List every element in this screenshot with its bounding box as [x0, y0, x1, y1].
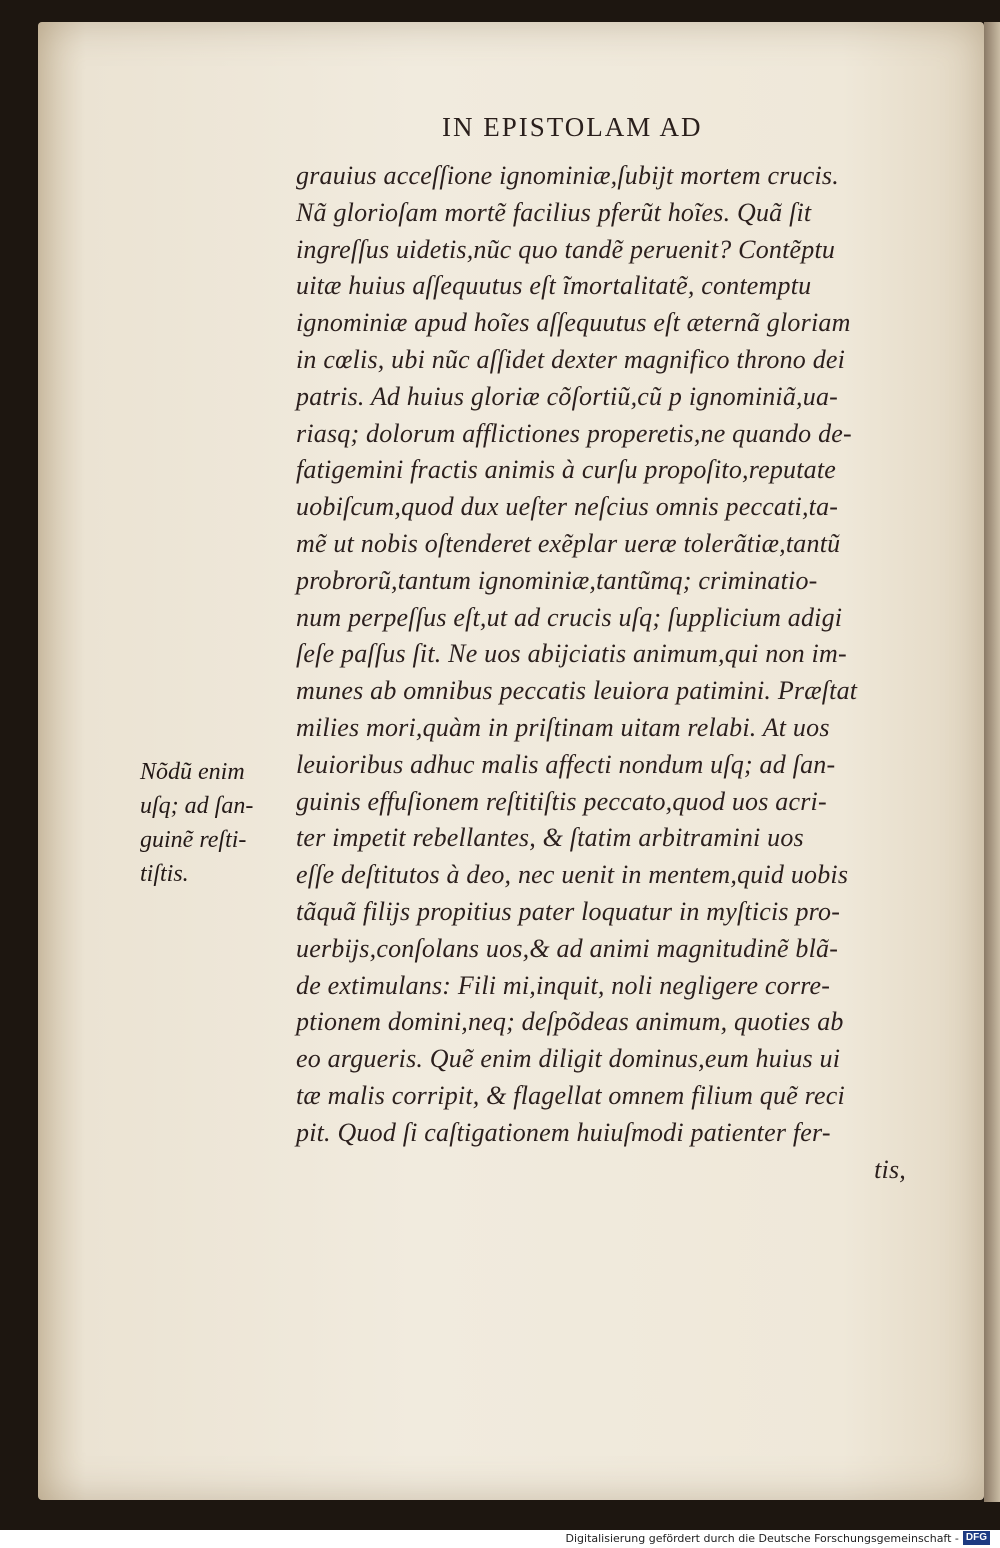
- text-line: uitæ huius aſſequutus eſt ĩmortalitatẽ, contemptu: [296, 271, 812, 301]
- page-edge: [984, 22, 1000, 1502]
- footer-credit: Digitalisierung gefördert durch die Deutsche Forschungsgemeinschaft -: [565, 1531, 959, 1545]
- text-line: fatigemini fractis animis à curſu propoſito,reputate: [296, 455, 837, 485]
- marginal-note-line: tiſtis.: [140, 861, 189, 887]
- text-line: patris. Ad huius gloriæ cõſortiũ,cũ p ignominiã,ua-: [296, 381, 839, 411]
- dfg-logo: DFG: [963, 1531, 990, 1545]
- text-line: eo argueris. Quẽ enim diligit dominus,eum huius ui: [296, 1044, 841, 1074]
- marginal-note-line: guinẽ reſti-: [140, 827, 247, 853]
- text-line: ignominiæ apud hoĩes aſſequutus eſt æternã gloriam: [296, 308, 851, 338]
- text-line: munes ab omnibus peccatis leuiora patimini. Præſtat: [296, 676, 858, 706]
- running-header: IN EPISTOLAM AD: [442, 112, 703, 142]
- text-line: de extimulans: Fili mi,inquit, noli negligere corre-: [296, 970, 831, 1000]
- text-line: grauius acceſſione ignominiæ,ſubijt mortem crucis.: [296, 161, 839, 190]
- text-line: tãquã filijs propitius pater loquatur in myſticis pro-: [296, 896, 841, 926]
- text-line: Nã glorioſam mortẽ facilius pferũt hoĩes. Quã ſit: [296, 197, 812, 227]
- text-line: in cœlis, ubi nũc aſſidet dexter magnifico throno dei: [296, 344, 846, 374]
- text-line: tis,: [874, 1154, 906, 1184]
- footer: [566, 1530, 991, 1546]
- marginal-note-line: Nõdũ enim: [140, 759, 245, 785]
- text-line: num perpeſſus eſt,ut ad crucis uſq; ſupplicium adigi: [296, 602, 843, 632]
- text-line: probrorũ,tantum ignominiæ,tantũmq; criminatio-: [296, 565, 818, 595]
- text-line: milies mori,quàm in priſtinam uitam relabi. At uos: [296, 712, 830, 742]
- marginal-note: [140, 755, 290, 891]
- text-line: ingreſſus uidetis,nũc quo tandẽ peruenit? Contẽptu: [296, 234, 836, 264]
- text-line: leuioribus adhuc malis affecti nondum uſq; ad ſan-: [296, 749, 836, 779]
- text-line: riasq; dolorum afflictiones properetis,ne quando de-: [296, 418, 852, 448]
- text-line: uerbijs,conſolans uos,& ad animi magnitudinẽ blã-: [296, 933, 839, 963]
- text-line: mẽ ut nobis oſtenderet exẽplar ueræ tolerãtiæ,tantũ: [296, 528, 841, 558]
- text-line: ſeſe paſſus ſit. Ne uos abijciatis animum,qui non im-: [296, 639, 847, 669]
- body-text: [296, 158, 936, 1188]
- text-line: ptionem domini,neq; deſpõdeas animum, quoties ab: [296, 1007, 844, 1037]
- text-line: pit. Quod ſi caſtigationem huiuſmodi patienter fer-: [296, 1117, 831, 1147]
- marginal-note-line: uſq; ad ſan-: [140, 793, 254, 819]
- text-line: ter impetit rebellantes, & ſtatim arbitramini uos: [296, 823, 804, 853]
- text-line: uobiſcum,quod dux ueſter neſcius omnis peccati,ta-: [296, 492, 839, 522]
- text-line: tæ malis corripit, & flagellat omnem filium quẽ reci: [296, 1080, 845, 1110]
- text-line: guinis effuſionem reſtitiſtis peccato,quod uos acri-: [296, 786, 827, 816]
- text-line: eſſe deſtitutos à deo, nec uenit in mentem,quid uobis: [296, 860, 849, 890]
